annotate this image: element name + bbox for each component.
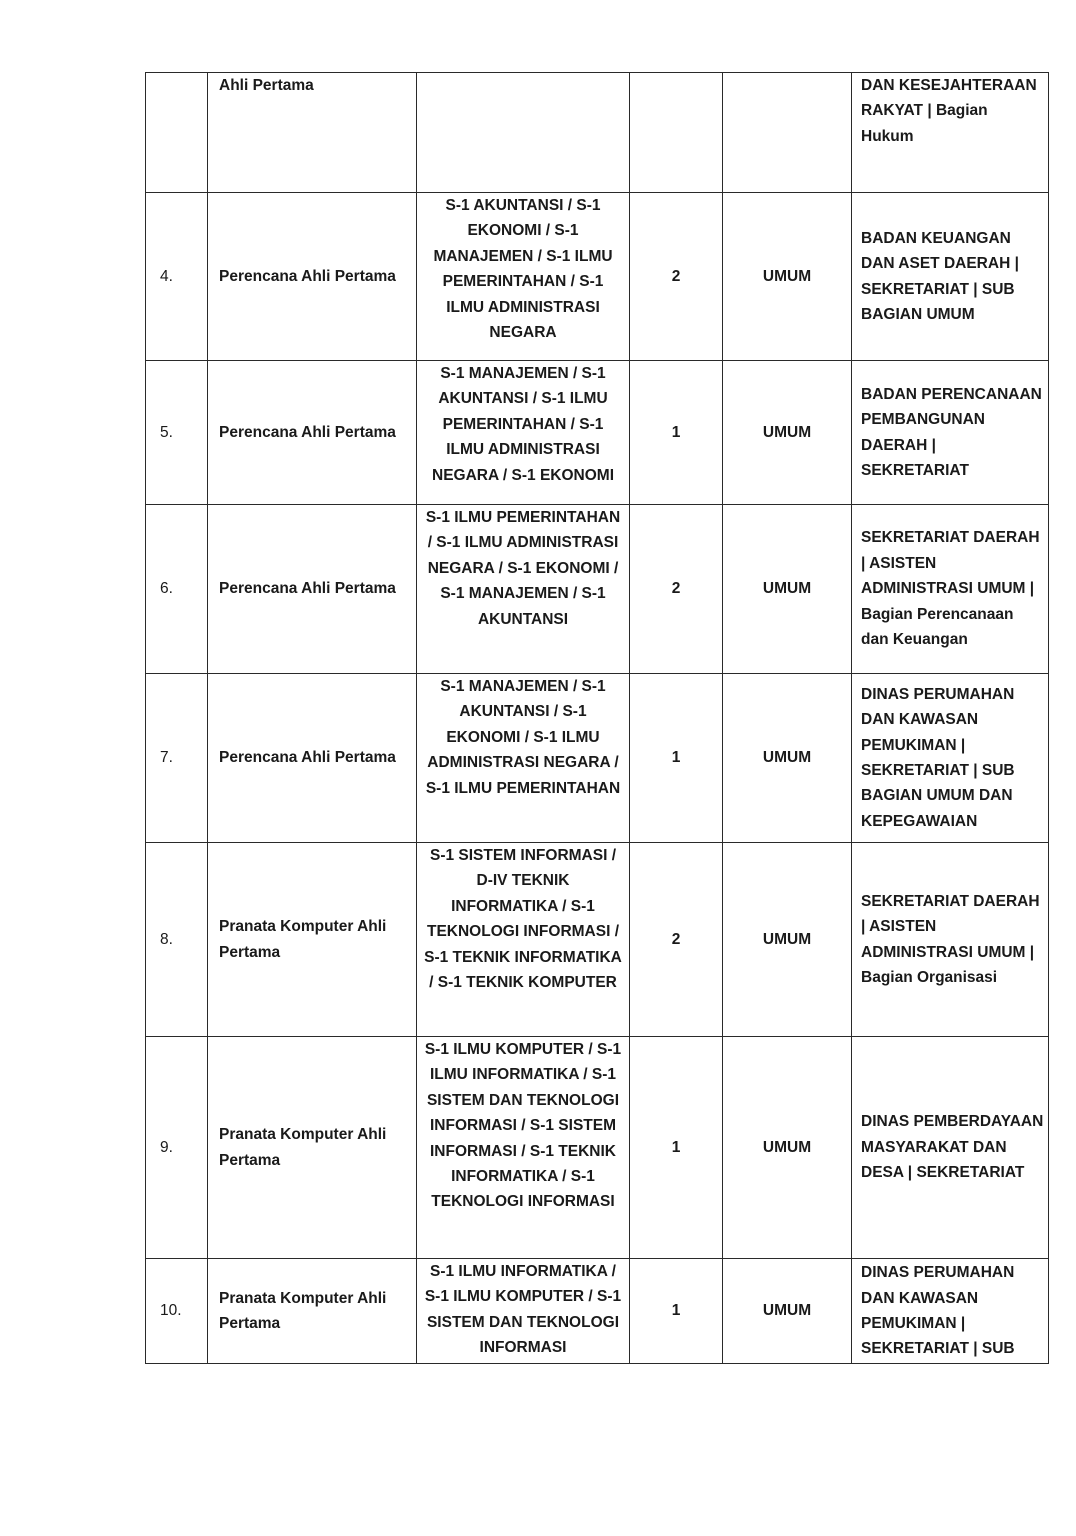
qualification: S-1 SISTEM INFORMASI / D-IV TEKNIK INFORMATIKA / S-1 TEKNOLOGI INFORMASI / S-1 TEKNIK INFORMATIKA / S-1 TEKNIK KOMPUTER — [417, 843, 630, 1037]
row-number: 7. — [146, 674, 208, 843]
qualification: S-1 MANAJEMEN / S-1 AKUNTANSI / S-1 EKONOMI / S-1 ILMU ADMINISTRASI NEGARA / S-1 ILMU PEMERINTAHAN — [417, 674, 630, 843]
formation-type: UMUM — [723, 361, 852, 505]
work-unit: DINAS PERUMAHAN DAN KAWASAN PEMUKIMAN | SEKRETARIAT | SUB BAGIAN UMUM DAN KEPEGAWAIAN — [852, 674, 1049, 843]
position-name: Pranata Komputer Ahli Pertama — [208, 1037, 417, 1259]
row-number: 6. — [146, 505, 208, 674]
quota-count: 1 — [630, 361, 723, 505]
table-row — [146, 73, 1049, 193]
quota-count: 2 — [630, 193, 723, 361]
work-unit: SEKRETARIAT DAERAH | ASISTEN ADMINISTRASI UMUM | Bagian Perencanaan dan Keuangan — [852, 505, 1049, 674]
position-name: Perencana Ahli Pertama — [208, 505, 417, 674]
work-unit: DINAS PERUMAHAN DAN KAWASAN PEMUKIMAN | SEKRETARIAT | SUB — [852, 1259, 1049, 1364]
qualification: S-1 ILMU INFORMATIKA / S-1 ILMU KOMPUTER / S-1 SISTEM DAN TEKNOLOGI INFORMASI — [417, 1259, 630, 1364]
formation-type: UMUM — [723, 1259, 852, 1364]
formasi-table — [145, 72, 1049, 1364]
position-name: Ahli Pertama — [208, 73, 417, 193]
table-row — [146, 674, 1049, 843]
formation-type: UMUM — [723, 674, 852, 843]
formation-type — [723, 73, 852, 193]
quota-count: 1 — [630, 674, 723, 843]
formation-type: UMUM — [723, 193, 852, 361]
qualification: S-1 AKUNTANSI / S-1 EKONOMI / S-1 MANAJEMEN / S-1 ILMU PEMERINTAHAN / S-1 ILMU ADMINISTRASI NEGARA — [417, 193, 630, 361]
position-name: Perencana Ahli Pertama — [208, 674, 417, 843]
work-unit: DAN KESEJAHTERAAN RAKYAT | Bagian Hukum — [852, 73, 1049, 193]
table-row — [146, 361, 1049, 505]
work-unit: BADAN PERENCANAAN PEMBANGUNAN DAERAH | SEKRETARIAT — [852, 361, 1049, 505]
table-row — [146, 505, 1049, 674]
qualification: S-1 MANAJEMEN / S-1 AKUNTANSI / S-1 ILMU PEMERINTAHAN / S-1 ILMU ADMINISTRASI NEGARA / S-1 EKONOMI — [417, 361, 630, 505]
quota-count: 1 — [630, 1037, 723, 1259]
row-number — [146, 73, 208, 193]
position-name: Perencana Ahli Pertama — [208, 361, 417, 505]
work-unit: BADAN KEUANGAN DAN ASET DAERAH | SEKRETARIAT | SUB BAGIAN UMUM — [852, 193, 1049, 361]
qualification: S-1 ILMU KOMPUTER / S-1 ILMU INFORMATIKA / S-1 SISTEM DAN TEKNOLOGI INFORMASI / S-1 SISTEM INFORMASI / S-1 TEKNIK INFORMATIKA / S-1 TEKNOLOGI INFORMASI — [417, 1037, 630, 1259]
table-row — [146, 843, 1049, 1037]
row-number: 4. — [146, 193, 208, 361]
work-unit: SEKRETARIAT DAERAH | ASISTEN ADMINISTRASI UMUM | Bagian Organisasi — [852, 843, 1049, 1037]
table-row — [146, 1037, 1049, 1259]
row-number: 5. — [146, 361, 208, 505]
row-number: 8. — [146, 843, 208, 1037]
position-name: Pranata Komputer Ahli Pertama — [208, 1259, 417, 1364]
row-number: 10. — [146, 1259, 208, 1364]
quota-count: 2 — [630, 505, 723, 674]
formation-type: UMUM — [723, 1037, 852, 1259]
row-number: 9. — [146, 1037, 208, 1259]
qualification — [417, 73, 630, 193]
position-name: Pranata Komputer Ahli Pertama — [208, 843, 417, 1037]
quota-count: 2 — [630, 843, 723, 1037]
formation-type: UMUM — [723, 505, 852, 674]
quota-count: 1 — [630, 1259, 723, 1364]
table-row — [146, 1259, 1049, 1364]
position-name: Perencana Ahli Pertama — [208, 193, 417, 361]
table-row — [146, 193, 1049, 361]
formation-type: UMUM — [723, 843, 852, 1037]
work-unit: DINAS PEMBERDAYAAN MASYARAKAT DAN DESA | SEKRETARIAT — [852, 1037, 1049, 1259]
qualification: S-1 ILMU PEMERINTAHAN / S-1 ILMU ADMINISTRASI NEGARA / S-1 EKONOMI / S-1 MANAJEMEN / S-1 AKUNTANSI — [417, 505, 630, 674]
quota-count — [630, 73, 723, 193]
